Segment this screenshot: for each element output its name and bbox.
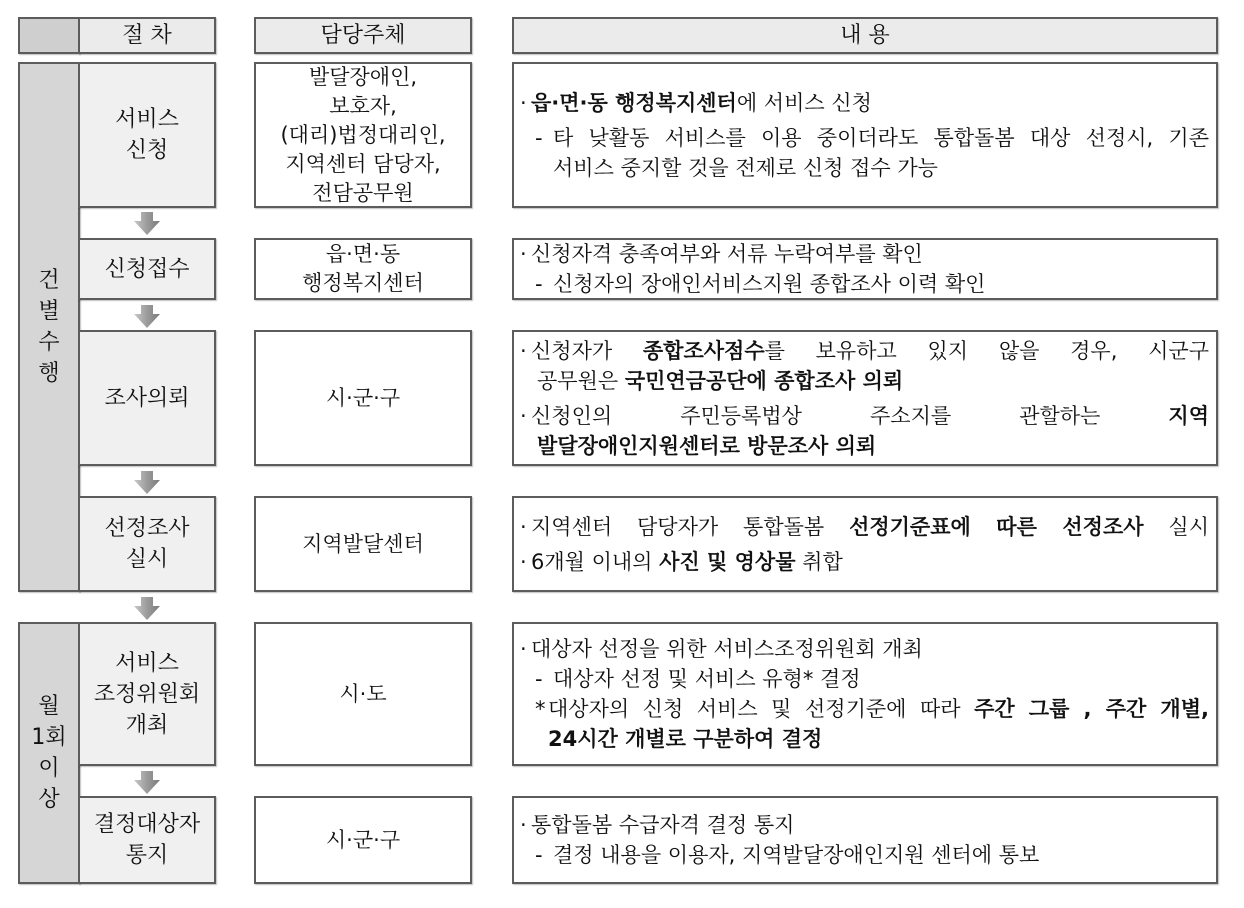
step-label-line: 신청 <box>125 138 169 163</box>
bullet-marker: · <box>520 90 527 115</box>
bullet-marker: · <box>520 338 527 363</box>
content-text-pre: 대상자 선정을 위한 서비스조정위원회 개최 <box>531 637 923 661</box>
content-bold: 사진 및 영상물 <box>659 549 796 574</box>
actor-box-service-application <box>254 62 472 208</box>
content-text <box>537 431 1209 461</box>
content-line <box>514 431 1209 461</box>
content-text-pre: 대상자의 신청 서비스 및 선정기준에 따라 <box>548 697 975 721</box>
actor-header-label: 담당주체 <box>320 22 406 48</box>
step-label-line: 조사의뢰 <box>104 385 190 411</box>
content-line <box>514 664 1209 694</box>
content-text <box>531 401 1209 431</box>
bullet-marker: · <box>520 637 527 661</box>
step-label-line: 실시 <box>125 547 169 572</box>
content-text <box>548 724 1209 754</box>
actor-label-line: 행정복지센터 <box>302 271 424 295</box>
actor-label-line: 보호자, <box>329 93 397 118</box>
bullet-marker: · <box>520 813 527 837</box>
step-box-selection-survey <box>78 496 216 592</box>
content-box-coordination-committee <box>512 622 1218 766</box>
group-label-char: 월 <box>38 694 60 719</box>
content-text-pre: 타 낮활동 서비스를 이용 중이더라도 통합돌봄 대상 선정시, 기존 <box>553 125 1209 150</box>
content-text <box>553 269 1209 299</box>
group-label-monthly <box>18 622 80 884</box>
content-text <box>553 664 1209 694</box>
content-bold: 24시간 개별로 구분하여 결정 <box>548 727 823 751</box>
step-label-line: 조정위원회 <box>93 681 201 707</box>
content-line <box>514 239 1209 269</box>
content-text <box>553 123 1209 153</box>
content-text <box>531 239 1209 269</box>
actor-label-line: 전담공무원 <box>312 180 414 205</box>
content-text-post: 를 보유하고 있지 않을 경우, 시군구 <box>764 338 1209 363</box>
content-line <box>514 840 1209 870</box>
content-bold: 지역 <box>1168 403 1209 428</box>
content-text-pre: 6개월 이내의 <box>531 549 660 574</box>
step-label-line: 신청접수 <box>104 256 190 282</box>
bullet-marker: · <box>520 514 527 539</box>
content-text-post: 실시 <box>1143 514 1209 539</box>
dash-marker: - <box>535 843 543 867</box>
content-bold: 발달장애인지원센터로 방문조사 의뢰 <box>537 433 877 458</box>
content-text-pre: 지역센터 담당자가 통합돌봄 <box>531 514 850 539</box>
step-label-line: 통지 <box>125 843 169 868</box>
content-line <box>514 153 1209 183</box>
content-text-pre: 서비스 중지할 것을 전제로 신청 접수 가능 <box>553 155 938 180</box>
content-box-investigation-request <box>512 330 1218 466</box>
content-text <box>531 547 1209 577</box>
content-text-post: 취합 <box>795 549 843 574</box>
group-label-char: 수 <box>38 330 60 355</box>
content-text <box>531 336 1209 366</box>
content-line <box>514 694 1209 724</box>
procedure-column-header <box>78 17 216 54</box>
content-text <box>531 512 1209 542</box>
content-line <box>514 401 1209 431</box>
actor-box-investigation-request <box>254 330 472 466</box>
step-label-line: 서비스 <box>115 650 179 676</box>
actor-label-line: 지역발달센터 <box>302 531 424 556</box>
content-text-pre: 신청자가 <box>531 338 643 363</box>
content-text-pre: 신청인의 주민등록법상 주소지를 관할하는 <box>531 403 1169 428</box>
group-label-char: 이 <box>38 756 60 781</box>
group-label-char: 1회 <box>31 725 67 750</box>
dash-marker: - <box>535 125 543 150</box>
content-line <box>514 336 1209 366</box>
content-box-service-application <box>512 62 1218 208</box>
content-line <box>514 123 1209 153</box>
group-label-char: 상 <box>38 787 60 812</box>
content-line <box>514 366 1209 396</box>
asterisk-marker: * <box>535 697 546 721</box>
content-line <box>514 724 1209 754</box>
content-bold: 읍·면·동 행정복지센터 <box>531 90 737 115</box>
procedure-header-label: 절 차 <box>122 22 172 48</box>
actor-box-application-receipt <box>254 238 472 300</box>
step-box-application-receipt <box>78 238 216 300</box>
down-arrow-icon <box>134 305 160 328</box>
down-arrow-icon <box>134 212 160 235</box>
step-label-line: 결정대상자 <box>93 812 201 837</box>
content-line <box>514 88 1209 118</box>
down-arrow-icon <box>134 771 160 794</box>
actor-label-line: (대리)법정대리인, <box>280 122 446 147</box>
content-text-pre: 공무원은 <box>537 368 625 393</box>
down-arrow-icon <box>134 471 160 494</box>
actor-label-line: 지역센터 담당자, <box>285 151 441 176</box>
content-text <box>553 153 1209 183</box>
content-text <box>531 810 1209 840</box>
content-text <box>548 694 1209 724</box>
step-label-line: 개최 <box>125 712 169 738</box>
content-line <box>514 269 1209 299</box>
content-line <box>514 810 1209 840</box>
content-box-selection-survey <box>512 496 1218 592</box>
group-label-char: 별 <box>38 299 60 324</box>
content-line <box>514 512 1209 542</box>
content-text <box>553 840 1209 870</box>
step-label-line: 서비스 <box>115 107 179 132</box>
actor-label-line: 시·군·구 <box>325 827 401 852</box>
dash-marker: - <box>535 667 543 691</box>
content-box-decision-notice <box>512 796 1218 884</box>
bullet-marker: · <box>520 549 527 574</box>
header-corner-cell <box>18 17 80 54</box>
content-text-pre: 신청자의 장애인서비스지원 종합조사 이력 확인 <box>553 272 986 296</box>
content-bold: 종합조사점수 <box>642 338 765 363</box>
actor-box-coordination-committee <box>254 622 472 766</box>
actor-box-decision-notice <box>254 796 472 884</box>
step-label-line: 선정조사 <box>104 516 190 541</box>
group-label-char: 행 <box>38 361 60 386</box>
content-text-pre: 대상자 선정 및 서비스 유형* 결정 <box>553 667 861 691</box>
bullet-marker: · <box>520 242 527 266</box>
content-column-header <box>512 17 1218 54</box>
actor-label-line: 시·군·구 <box>325 385 401 410</box>
content-text-pre: 통합돌봄 수급자격 결정 통지 <box>531 813 795 837</box>
group-label-per-case <box>18 62 80 592</box>
content-line <box>514 634 1209 664</box>
content-bold: 국민연금공단에 종합조사 의뢰 <box>624 368 904 393</box>
bullet-marker: · <box>520 403 527 428</box>
content-text <box>531 634 1209 664</box>
actor-box-selection-survey <box>254 496 472 592</box>
content-bold: 선정기준표에 따른 선정조사 <box>849 514 1144 539</box>
content-box-application-receipt <box>512 238 1218 300</box>
group-label-char: 건 <box>38 268 60 293</box>
content-header-label: 내 용 <box>840 22 890 48</box>
actor-label-line: 읍·면·동 <box>325 242 401 266</box>
dash-marker: - <box>535 272 543 296</box>
actor-label-line: 발달장애인, <box>308 64 418 89</box>
down-arrow-icon <box>134 597 160 620</box>
content-bold: 주간 그룹 , 주간 개별, <box>974 697 1209 721</box>
actor-column-header <box>254 17 472 54</box>
content-text-pre: 신청자격 충족여부와 서류 누락여부를 확인 <box>531 242 923 266</box>
content-text-pre: 결정 내용을 이용자, 지역발달장애인지원 센터에 통보 <box>553 843 1040 867</box>
actor-label-line: 시·도 <box>339 681 387 706</box>
step-box-decision-notice <box>78 796 216 884</box>
step-box-service-application <box>78 62 216 208</box>
content-line <box>514 547 1209 577</box>
step-box-investigation-request <box>78 330 216 466</box>
content-text <box>531 88 1209 118</box>
step-box-coordination-committee <box>78 622 216 766</box>
content-text-post: 에 서비스 신청 <box>736 90 872 115</box>
content-text <box>537 366 1209 396</box>
